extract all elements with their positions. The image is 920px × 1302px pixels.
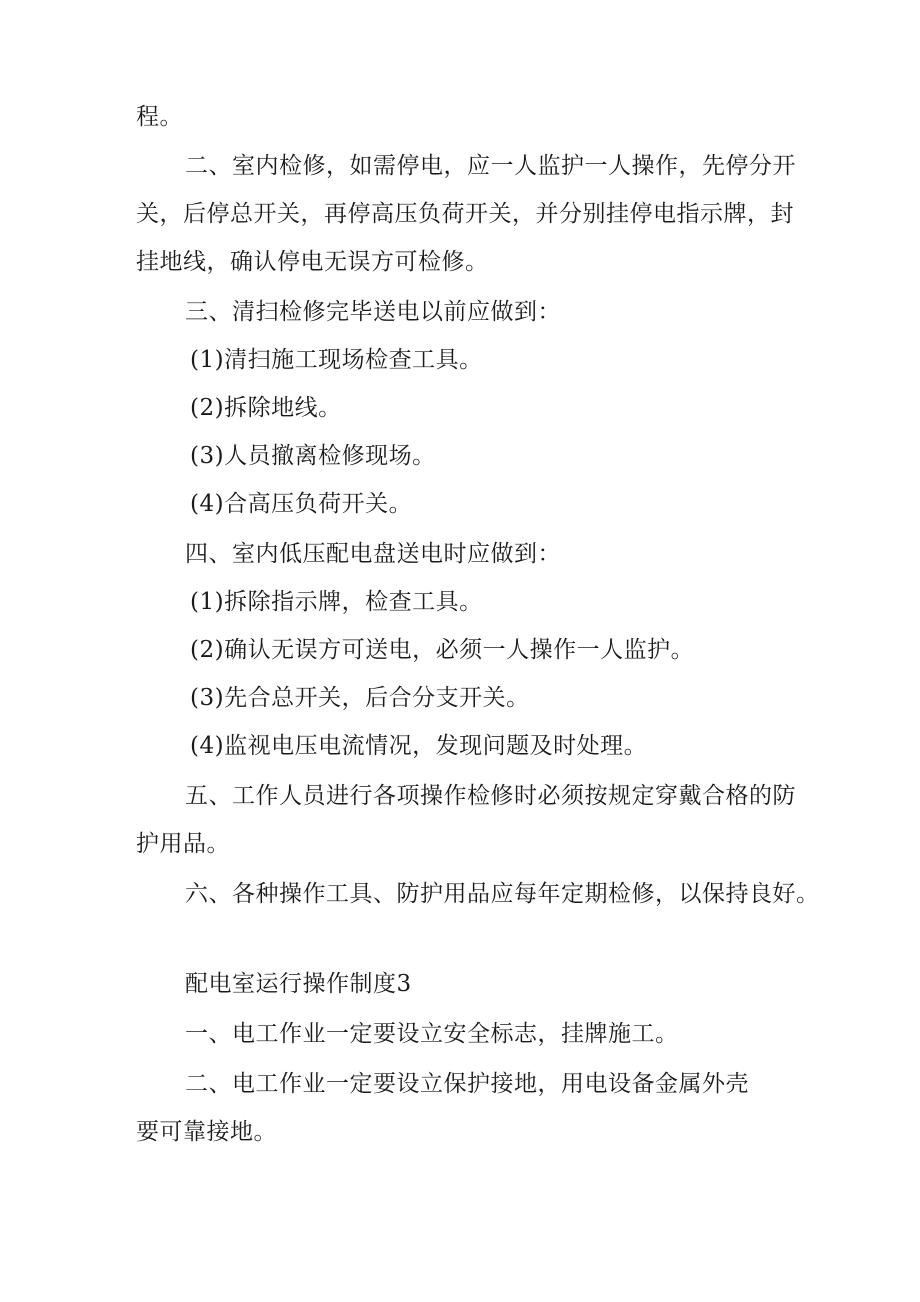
text-line-section-5: 五、工作人员进行各项操作检修时必须按规定穿戴合格的防 <box>185 783 796 809</box>
list-item: (3)人员撤离检修现场。 <box>190 443 436 469</box>
list-item: (3)先合总开关，后合分支开关。 <box>190 685 530 711</box>
text-line-section-2-cont: 挂地线，确认停电无误方可检修。 <box>136 249 489 275</box>
list-item: (1)清扫施工现场检查工具。 <box>190 347 483 373</box>
text-line-section-6: 六、各种操作工具、防护用品应每年定期检修，以保持良好。 <box>185 881 820 907</box>
list-item: (1)拆除指示牌，检查工具。 <box>190 589 483 615</box>
list-item: (4)合高压负荷开关。 <box>190 491 413 517</box>
list-item: (4)监视电压电流情况，发现问题及时处理。 <box>190 733 648 759</box>
text-line-section-3: 三、清扫检修完毕送电以前应做到： <box>185 299 561 325</box>
text-line-item-2-cont: 要可靠接地。 <box>136 1119 277 1145</box>
text-line-item-1: 一、电工作业一定要设立安全标志，挂牌施工。 <box>185 1021 679 1047</box>
text-line-continuation: 程。 <box>136 104 183 130</box>
text-line-item-2: 二、电工作业一定要设立保护接地，用电设备金属外壳 <box>185 1071 749 1097</box>
list-item: (2)确认无误方可送电，必须一人操作一人监护。 <box>190 637 695 663</box>
text-line-section-2-cont: 关，后停总开关，再停高压负荷开关，并分别挂停电指示牌，封 <box>136 201 794 227</box>
list-item: (2)拆除地线。 <box>190 395 342 421</box>
text-line-section-5-cont: 护用品。 <box>136 831 230 857</box>
section-heading: 配电室运行操作制度3 <box>185 971 412 997</box>
text-line-section-4: 四、室内低压配电盘送电时应做到： <box>185 541 561 567</box>
text-line-section-2: 二、室内检修，如需停电，应一人监护一人操作，先停分开 <box>185 153 796 179</box>
